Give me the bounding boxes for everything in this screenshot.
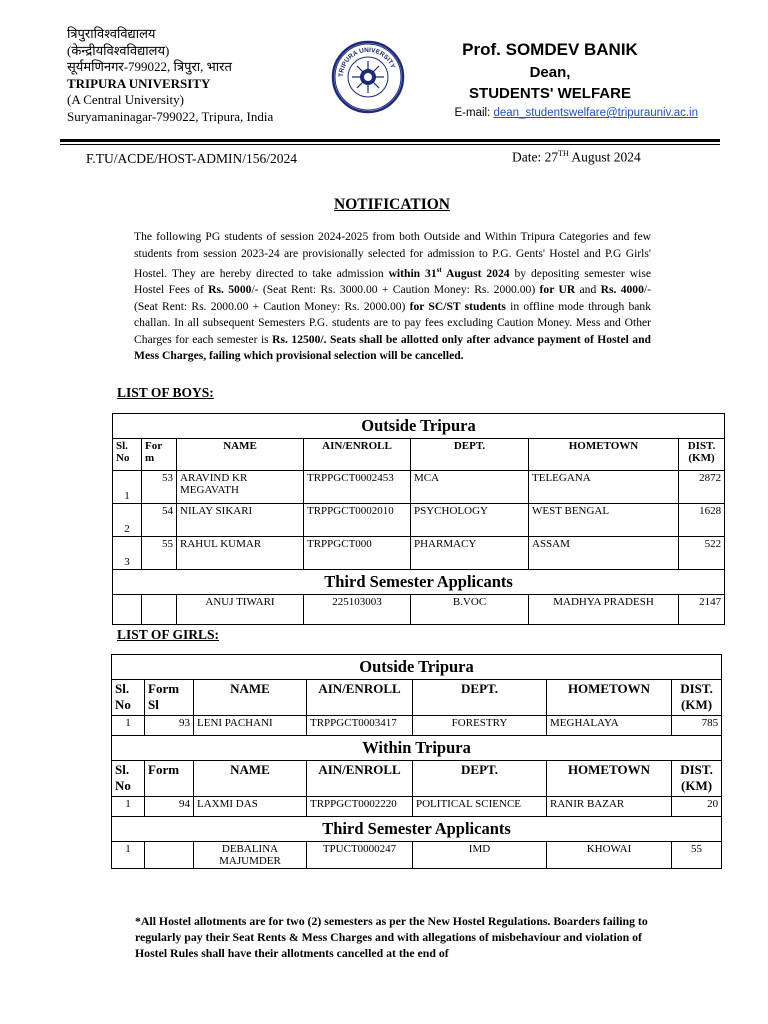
- col-header-sl: Sl. No: [113, 439, 142, 471]
- col-header-dist: DIST. (KM): [679, 439, 725, 471]
- col-header-hometown: HOMETOWN: [547, 680, 672, 716]
- dean-name: Prof. SOMDEV BANIK: [462, 40, 638, 59]
- col-header-ain: AIN/ENROLL: [307, 761, 413, 797]
- university-name-hindi: त्रिपुराविश्वविद्यालय: [67, 26, 156, 41]
- boys-table: [112, 413, 725, 625]
- girls-list-heading: LIST OF GIRLS:: [117, 627, 220, 642]
- col-header-sl: Sl. No: [112, 680, 145, 716]
- col-header-dept: DEPT.: [411, 439, 529, 471]
- table-row: 1 94 LAXMI DAS TRPPGCT0002220 POLITICAL SCIENCE RANIR BAZAR 20: [112, 797, 722, 817]
- university-address-hindi: सूर्यमणिनगर-799022, त्रिपुरा, भारत: [67, 59, 232, 74]
- notification-heading: NOTIFICATION: [334, 196, 450, 213]
- reference-number: F.TU/ACDE/HOST-ADMIN/156/2024: [86, 151, 298, 166]
- university-address: Suryamaninagar-799022, Tripura, India: [67, 108, 274, 124]
- header-rule-thin: [60, 144, 720, 145]
- university-seal-logo: [331, 40, 405, 114]
- boys-section-outside: Outside Tripura: [113, 414, 725, 439]
- girls-table: [111, 654, 722, 869]
- dean-block: [400, 38, 700, 104]
- col-header-form: Form: [145, 761, 194, 797]
- girls-section-third: Third Semester Applicants: [112, 817, 722, 842]
- table-row: 1 53 ARAVIND KR MEGAVATH TRPPGCT0002453 MCA TELEGANA 2872: [113, 471, 725, 504]
- col-header-ain: AIN/ENROLL: [307, 680, 413, 716]
- girls-section-within: Within Tripura: [112, 736, 722, 761]
- email-link[interactable]: dean_studentswelfare@tripurauniv.ac.in: [493, 107, 698, 119]
- col-header-dist: DIST. (KM): [672, 680, 722, 716]
- university-block: [67, 26, 273, 125]
- university-name: TRIPURA UNIVERSITY: [67, 75, 211, 91]
- date: Date: 27TH August 2024: [512, 149, 641, 165]
- table-row: 2 54 NILAY SIKARI TRPPGCT0002010 PSYCHOLOGY WEST BENGAL 1628: [113, 504, 725, 537]
- table-row: 1 DEBALINA MAJUMDER TPUCT0000247 IMD KHOWAI 55: [112, 842, 722, 869]
- col-header-form: For m: [142, 439, 177, 471]
- col-header-name: NAME: [194, 680, 307, 716]
- boys-list-heading: LIST OF BOYS:: [117, 385, 214, 400]
- boys-section-third: Third Semester Applicants: [113, 570, 725, 595]
- col-header-name: NAME: [194, 761, 307, 797]
- girls-section-outside: Outside Tripura: [112, 655, 722, 680]
- email-line: [400, 107, 698, 119]
- col-header-form: Form Sl: [145, 680, 194, 716]
- col-header-dist: DIST. (KM): [672, 761, 722, 797]
- university-central: (A Central University): [67, 92, 184, 107]
- dean-title: Dean,: [529, 64, 571, 81]
- university-central-hindi: (केन्द्रीयविश्वविद्यालय): [67, 42, 170, 58]
- col-header-dept: DEPT.: [413, 761, 547, 797]
- table-row: 3 55 RAHUL KUMAR TRPPGCT000 PHARMACY ASSAM 522: [113, 537, 725, 570]
- header-rule-thick: [60, 139, 720, 142]
- hostel-note: *All Hostel allotments are for two (2) semesters as per the New Hostel Regulations. Boarders failing to regularly pay their Seat Rents & Mess Charges and with allegations of misbehaviour and violation of Hostel Rules shall have their allotments cancelled at the end of: [135, 914, 648, 960]
- dean-office: STUDENTS' WELFARE: [469, 85, 631, 102]
- col-header-dept: DEPT.: [413, 680, 547, 716]
- col-header-hometown: HOMETOWN: [547, 761, 672, 797]
- table-row: ANUJ TIWARI 225103003 B.VOC MADHYA PRADESH 2147: [113, 595, 725, 625]
- svg-text:TRIPURA UNIVERSITY: TRIPURA UNIVERSITY: [337, 46, 397, 78]
- col-header-ain: AIN/ENROLL: [304, 439, 411, 471]
- table-row: 1 93 LENI PACHANI TRPPGCT0003417 FORESTRY MEGHALAYA 785: [112, 716, 722, 736]
- col-header-name: NAME: [177, 439, 304, 471]
- email-label: E-mail:: [454, 107, 491, 119]
- col-header-hometown: HOMETOWN: [529, 439, 679, 471]
- col-header-sl: Sl. No: [112, 761, 145, 797]
- notification-paragraph: The following PG students of session 2024-2025 from both Outside and Within Tripura Categories and few students from session 2023-24 are provisionally selected for admission to P.G. Gents' Hostel and P.G Girls' Hostel. They are hereby directed to take admission within 31st August 2024 by depositing semester wise Hostel Fees of Rs. 5000/- (Seat Rent: Rs. 3000.00 + Caution Money: Rs. 2000.00) for UR and Rs. 4000/- (Seat Rent: Rs. 2000.00 + Caution Money: Rs. 2000.00) for SC/ST students in offline mode through bank challan. In all subsequent Semesters P.G. students are to pay fees excluding Caution Money. Mess and Other Charges for each semester is Rs. 12500/. Seats shall be allotted only after advance payment of Hostel and Mess Charges, failing which provisional selection will be cancelled.: [134, 230, 652, 363]
